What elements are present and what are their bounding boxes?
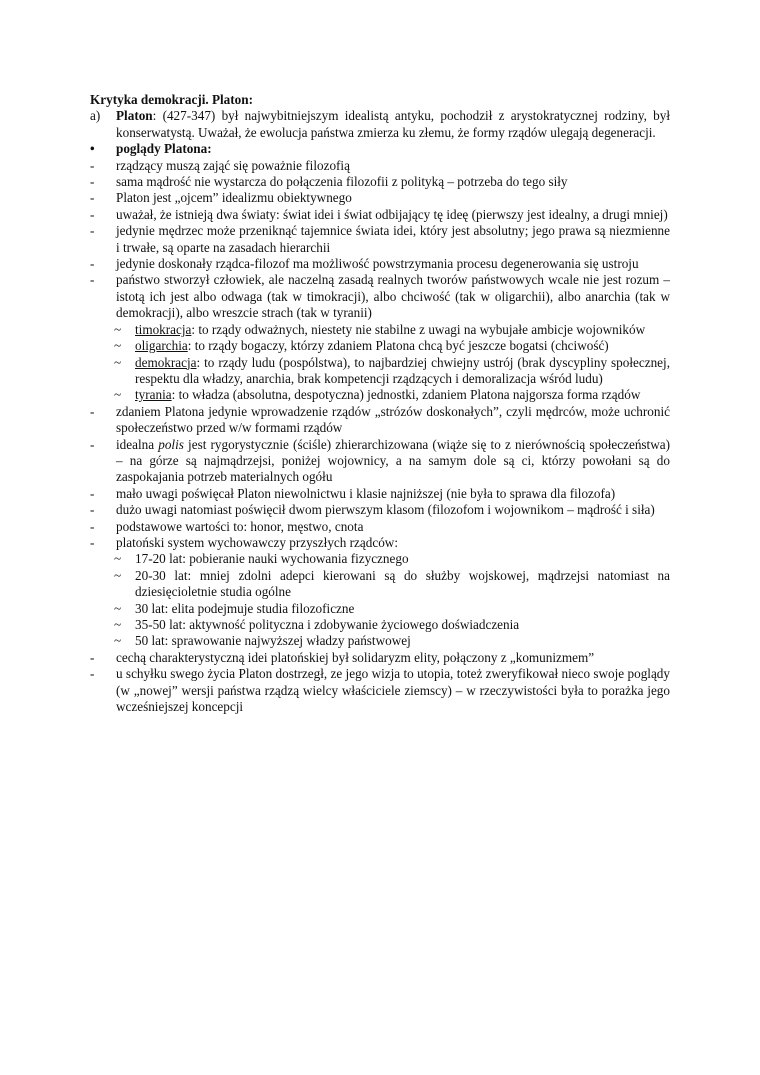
dash-marker: -	[90, 256, 95, 272]
dash-marker: -	[90, 518, 95, 534]
regime-text: : to rządy odważnych, niestety nie stabilne z uwagi na wybujałe ambicje wojowników	[191, 321, 646, 337]
regime-item	[90, 387, 670, 403]
tilde-marker: ~	[114, 617, 122, 632]
list-item	[90, 404, 670, 437]
intro-name: Platon	[116, 108, 153, 124]
education-text: 17-20 lat: pobieranie nauki wychowania fizycznego	[135, 551, 409, 567]
regime-term: timokracja	[135, 321, 192, 337]
list-item-text: dużo uwagi natomiast poświęcił dwom pierwszym klasom (filozofom i wojownikom – mądrość i siła)	[116, 502, 655, 518]
education-text: 35-50 lat: aktywność polityczna i zdobywanie życiowego doświadczenia	[135, 617, 520, 632]
dash-marker: -	[90, 223, 95, 239]
dash-marker: -	[90, 206, 95, 222]
list-item	[90, 256, 670, 272]
bullet-heading-text: poglądy Platona:	[116, 141, 212, 157]
list-item	[90, 437, 670, 486]
list-item	[90, 272, 670, 321]
dash-marker: -	[90, 272, 95, 288]
list-item	[90, 158, 670, 174]
dash-marker: -	[90, 403, 95, 419]
regime-term: demokracja	[135, 354, 197, 370]
dash-marker: -	[90, 190, 95, 206]
dash-marker: -	[90, 436, 95, 452]
regime-term: oligarchia	[135, 338, 188, 354]
list-item	[90, 223, 670, 256]
education-text: 20-30 lat: mniej zdolni adepci kierowani są do służby wojskowej, mądrzejsi natomiast na dziesięcioletnie studia ogólne	[135, 567, 670, 600]
list-item-text: zdaniem Platona jedynie wprowadzenie rządów „strózów doskonałych”, czyli mędrców, może uchronić społeczeństwo przed w/w formami rządów	[116, 403, 670, 436]
list-item-text: cechą charakterystyczną idei platońskiej był solidaryzm elity, połączony z „komunizmem”	[116, 649, 595, 665]
list-item-text: jedynie doskonały rządca-filozof ma możliwość powstrzymania procesu degenerowania się ustroju	[116, 256, 639, 272]
dash-marker: -	[90, 485, 95, 501]
polis-text-post: jest rygorystycznie (ściśle) zhierarchizowana (wiąże się to z nierównością społeczeństwa) – na górze są najmądrzejsi, poniżej wojownicy, a na samym dole są ci, którzy powołani są do zaspokajania potrzeb materialnych ogółu	[116, 436, 670, 485]
tilde-marker: ~	[114, 387, 122, 403]
list-item-text: uważał, że istnieją dwa światy: świat idei i świat odbijający tę ideę (pierwszy jest idealny, a drugi mniej)	[116, 206, 668, 222]
list-item	[90, 519, 670, 535]
list-item-text: u schyłku swego życia Platon dostrzegł, ze jego wizja to utopia, toteż zweryfikował nieco swoje poglądy (w „nowej” wersji państwa rządzą wielcy właściciele ziemscy) – w rzeczywistości była to porażka jego wcześniejszej koncepcji	[116, 666, 670, 715]
tilde-marker: ~	[114, 551, 122, 567]
dash-marker: -	[90, 649, 95, 665]
list-item	[90, 535, 670, 551]
bullet-heading	[90, 141, 670, 157]
dash-marker: -	[90, 157, 95, 173]
list-item	[90, 666, 670, 715]
regime-term: tyrania	[135, 387, 172, 403]
education-item	[90, 633, 670, 649]
tilde-marker: ~	[114, 354, 122, 370]
regime-text: : to władza (absolutna, despotyczna) jednostki, zdaniem Platona najgorsza forma rządów	[171, 387, 641, 403]
tilde-marker: ~	[114, 567, 122, 583]
list-item	[90, 486, 670, 502]
education-item	[90, 568, 670, 601]
list-item-text: podstawowe wartości to: honor, męstwo, cnota	[116, 518, 364, 534]
list-item-text: platoński system wychowawczy przyszłych rządców:	[116, 534, 398, 550]
list-item	[90, 650, 670, 666]
list-item-text: jedynie mędrzec może przeniknąć tajemnice świata idei, który jest absolutny; jego prawa są niezmienne i trwałe, są oparte na zasadach hierarchii	[116, 223, 670, 255]
polis-text-pre: idealna	[116, 436, 159, 452]
intro-item	[90, 108, 670, 141]
intro-text: : (427-347) był najwybitniejszym idealistą antyku, pochodził z arystokratycznej rodziny, był konserwatystą. Uważał, że ewolucja państwa zmierza ku złemu, że formy rządów ulegają degeneracji.	[116, 108, 670, 140]
regime-text: : to rządy ludu (pospólstwa), to najbardziej chwiejny ustrój (brak dyscypliny społecznej, respektu dla władzy, anarchia, brak kompetencji rządzących i demoralizacja wśród ludu)	[135, 354, 670, 386]
list-item-text: Platon jest „ojcem” idealizmu obiektywnego	[116, 190, 352, 206]
tilde-marker: ~	[114, 633, 122, 649]
bullet-marker: •	[90, 141, 95, 157]
tilde-marker: ~	[114, 338, 122, 354]
list-item	[90, 190, 670, 206]
dash-marker: -	[90, 666, 95, 682]
list-item-text: sama mądrość nie wystarcza do połączenia filozofii z polityką – potrzeba do tego siły	[116, 174, 568, 190]
document-body	[90, 92, 670, 715]
regime-item	[90, 338, 670, 354]
list-item-text: rządzący muszą zająć się poważnie filozofią	[116, 157, 350, 173]
regime-item	[90, 322, 670, 338]
regime-text: : to rządy bogaczy, którzy zdaniem Platona chcą być jeszcze bogatsi (chciwość)	[187, 338, 609, 354]
dash-marker: -	[90, 502, 95, 518]
tilde-marker: ~	[114, 321, 122, 337]
education-item	[90, 601, 670, 617]
dash-marker: -	[90, 534, 95, 550]
tilde-marker: ~	[114, 600, 122, 616]
polis-italic: polis	[158, 436, 184, 452]
list-item	[90, 174, 670, 190]
education-item	[90, 617, 670, 633]
regime-item	[90, 355, 670, 388]
list-item-text: mało uwagi poświęcał Platon niewolnictwu i klasie najniższej (nie była to sprawa dla filozofa)	[116, 485, 616, 501]
list-item-text: państwo stworzył człowiek, ale naczelną zasadą realnych tworów państwowych wcale nie jest rozum – istotą ich jest albo odwaga (tak w timokracji), albo chciwość (tak w oligarchii), albo anarchia (tak w demokracji), albo wreszcie strach (tak w tyranii)	[116, 272, 670, 321]
list-item	[90, 207, 670, 223]
education-text: 30 lat: elita podejmuje studia filozoficzne	[135, 600, 355, 616]
document-title: Krytyka demokracji. Platon:	[90, 92, 253, 107]
dash-marker: -	[90, 174, 95, 190]
list-item	[90, 502, 670, 518]
education-text: 50 lat: sprawowanie najwyższej władzy państwowej	[135, 633, 411, 649]
list-marker: a)	[90, 108, 101, 124]
education-item	[90, 551, 670, 567]
